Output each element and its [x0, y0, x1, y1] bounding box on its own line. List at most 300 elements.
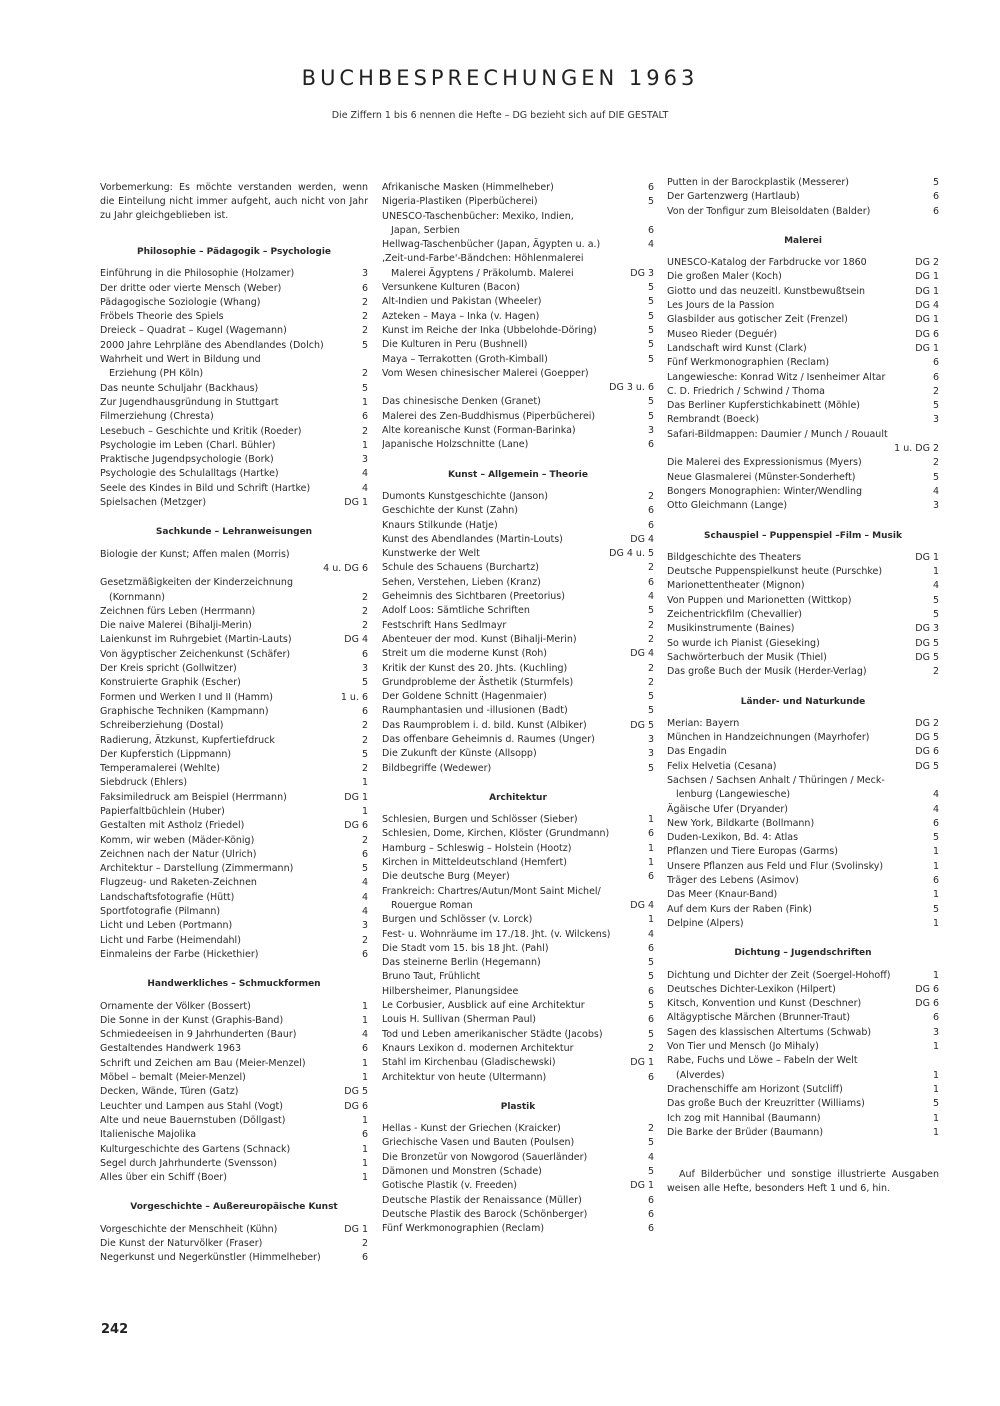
book-entry	[100, 1237, 368, 1251]
section-heading: Handwerkliches – Schmuckformen	[147, 979, 321, 990]
issue-ref: 6	[361, 848, 368, 860]
book-entry	[667, 1040, 939, 1054]
issue-ref: 1	[932, 566, 939, 578]
book-entry	[382, 410, 654, 424]
issue-ref: 2	[647, 562, 654, 574]
issue-ref: 5	[647, 691, 654, 703]
issue-ref: 6	[647, 1014, 654, 1026]
book-title: Deutsche Puppenspielkunst heute (Purschke)	[667, 566, 883, 578]
issue-ref: 4	[647, 1151, 654, 1163]
issue-ref: DG 1	[915, 551, 939, 563]
issue-ref: DG 4	[630, 648, 654, 660]
issue-ref: DG 1	[915, 285, 939, 297]
issue-ref: DG 4 u. 5	[609, 548, 654, 560]
book-title: Die Kunst der Naturvölker (Fraser)	[100, 1238, 263, 1249]
book-entry	[100, 591, 368, 605]
book-entry	[100, 1028, 368, 1042]
book-section	[382, 468, 654, 776]
book-title: Träger des Lebens (Asimov)	[667, 875, 799, 887]
issue-ref: 2	[647, 1042, 654, 1054]
book-title: Alles über ein Schiff (Boer)	[100, 1172, 227, 1184]
book-entry	[667, 256, 939, 270]
book-entry	[667, 845, 939, 859]
book-entry	[100, 776, 368, 790]
book-title: Landschaftsfotografie (Hütt)	[100, 891, 235, 903]
book-title: Geschichte der Kunst (Zahn)	[382, 505, 518, 517]
book-entry	[100, 605, 368, 619]
book-title: Azteken – Maya – Inka (v. Hagen)	[382, 310, 540, 322]
issue-ref: 2	[647, 490, 654, 502]
issue-ref: 3	[932, 414, 939, 426]
book-title: Sachwörterbuch der Musik (Thiel)	[667, 651, 827, 663]
issue-ref: DG 6	[344, 1100, 368, 1112]
book-entry	[667, 579, 939, 593]
book-title: Einmaleins der Farbe (Hickethier)	[100, 948, 259, 960]
issue-ref: DG 1	[915, 314, 939, 326]
issue-ref: 4	[647, 591, 654, 603]
book-entry	[382, 576, 654, 590]
book-title: Dämonen und Monstren (Schade)	[382, 1166, 542, 1177]
issue-ref: DG 3	[630, 267, 654, 279]
book-title: Negerkunst und Negerkünstler (Himmelheber)	[100, 1252, 321, 1264]
book-entry	[667, 399, 939, 413]
book-entry	[100, 862, 368, 876]
issue-ref: 6	[647, 828, 654, 840]
book-entry	[382, 662, 654, 676]
book-title: Hamburg – Schleswig – Holstein (Hootz)	[382, 842, 572, 854]
book-entry	[100, 339, 368, 353]
issue-ref: DG 1	[915, 271, 939, 283]
book-title: Gestalten mit Astholz (Friedel)	[100, 820, 245, 832]
issue-ref: 3	[647, 733, 654, 745]
book-title: Giotto und das neuzeitl. Kunstbewußtsein	[667, 285, 866, 297]
issue-ref: 5	[932, 832, 939, 844]
book-entry	[667, 874, 939, 888]
issue-ref: 5	[647, 396, 654, 408]
book-section	[667, 234, 939, 514]
issue-ref: 6	[932, 1012, 939, 1024]
book-title: Psychologie im Leben (Charl. Bühler)	[100, 439, 276, 451]
book-entry	[667, 176, 939, 190]
book-entry	[382, 1071, 654, 1085]
issue-ref: 5	[647, 339, 654, 351]
book-title: Papierfaltbüchlein (Huber)	[100, 805, 225, 817]
issue-ref: 1	[361, 1157, 368, 1169]
book-title: Streit um die moderne Kunst (Roh)	[382, 648, 547, 660]
book-title: Die deutsche Burg (Meyer)	[382, 871, 510, 883]
book-title: Biologie der Kunst; Affen malen (Morris)	[100, 548, 290, 560]
book-entry	[382, 324, 654, 338]
book-title: Abenteuer der mod. Kunst (Bihalji-Merin)	[382, 633, 577, 645]
issue-ref: 6	[361, 1129, 368, 1141]
book-entry	[382, 281, 654, 295]
book-title: Fünf Werkmonographien (Reclam)	[667, 357, 830, 369]
book-title: Altägyptische Märchen (Brunner-Traut)	[667, 1012, 851, 1024]
book-title: Der Kreis spricht (Gollwitzer)	[100, 663, 237, 675]
issue-ref: 5	[647, 324, 654, 336]
book-section	[100, 245, 368, 510]
book-entry	[667, 371, 939, 385]
book-title: Langewiesche: Konrad Witz / Isenheimer Altar	[667, 371, 886, 383]
section-heading: Malerei	[784, 235, 822, 246]
book-title: Die Malerei des Expressionismus (Myers)	[667, 457, 862, 469]
book-title: Decken, Wände, Türen (Gatz)	[100, 1086, 239, 1098]
book-title: Zur Jugendhausgründung in Stuttgart	[100, 396, 279, 408]
book-section	[100, 1200, 368, 1265]
issue-ref: 1	[361, 1072, 368, 1084]
book-entry	[382, 561, 654, 575]
issue-ref: 1	[361, 1172, 368, 1184]
book-entry	[382, 367, 654, 381]
book-title: Spielsachen (Metzger)	[100, 497, 207, 509]
issue-ref: 5	[647, 1166, 654, 1177]
book-entry	[667, 1011, 939, 1025]
book-entry	[382, 956, 654, 970]
book-entry	[100, 934, 368, 948]
issue-ref: 1 u. 6	[340, 691, 368, 703]
book-title: Vorgeschichte der Menschheit (Kühn)	[100, 1223, 278, 1235]
book-entry	[667, 356, 939, 370]
issue-ref: DG 2	[915, 257, 939, 269]
book-section	[667, 695, 939, 932]
issue-ref: 1	[647, 914, 654, 926]
book-title: Dumonts Kunstgeschichte (Janson)	[382, 490, 548, 502]
book-title: Das Raumproblem i. d. bild. Kunst (Albiker)	[382, 719, 587, 731]
book-title: Kunst des Abendlandes (Martin-Louts)	[382, 533, 563, 545]
issue-ref: 2	[361, 620, 368, 632]
book-entry	[100, 1251, 368, 1265]
book-title: Das steinerne Berlin (Hegemann)	[382, 957, 541, 969]
issue-ref: 1	[361, 1114, 368, 1126]
issue-ref: 2	[361, 1238, 368, 1249]
book-entry	[667, 442, 939, 456]
issue-ref: DG 6	[344, 820, 368, 832]
book-title: Landschaft wird Kunst (Clark)	[667, 342, 807, 354]
book-entry	[100, 948, 368, 962]
book-title: Bildbegriffe (Wedewer)	[382, 762, 492, 774]
book-entry	[100, 562, 368, 576]
book-title: Frankreich: Chartres/Autun/Mont Saint Michel/	[382, 885, 601, 897]
book-entry	[382, 353, 654, 367]
issue-ref: 6	[932, 191, 939, 203]
footnote: Auf Bilderbücher und sonstige illustrierte Ausgaben weisen alle Hefte, besonders Heft 1 und 6, hin.	[667, 1169, 939, 1195]
book-entry	[382, 813, 654, 827]
book-title: Siebdruck (Ehlers)	[100, 777, 188, 789]
book-entry	[667, 285, 939, 299]
issue-ref: 5	[361, 748, 368, 760]
book-title: Zeichentrickfilm (Chevallier)	[667, 609, 803, 621]
book-entry	[667, 1083, 939, 1097]
book-title: Italienische Majolika	[100, 1129, 197, 1141]
issue-ref: 3	[361, 920, 368, 932]
issue-ref: 2	[361, 934, 368, 946]
section-heading: Philosophie – Pädagogik – Psychologie	[136, 247, 332, 257]
book-title: Hellwag-Taschenbücher (Japan, Ägypten u. a.)	[382, 239, 601, 251]
book-entry	[667, 1097, 939, 1111]
book-title: Der Gartenzwerg (Hartlaub)	[667, 191, 800, 203]
book-entry	[100, 748, 368, 762]
book-title: UNESCO-Taschenbücher: Mexiko, Indien,	[382, 210, 574, 222]
book-title: Fünf Werkmonographien (Reclam)	[382, 1223, 545, 1235]
book-title: Die Stadt vom 15. bis 18 Jht. (Pahl)	[382, 942, 549, 954]
book-title: UNESCO-Katalog der Farbdrucke vor 1860	[667, 257, 867, 269]
issue-ref: 2	[932, 457, 939, 469]
book-entry	[100, 353, 368, 367]
book-title: Ich zog mit Hannibal (Baumann)	[667, 1112, 821, 1124]
book-entry	[382, 970, 654, 984]
book-title: Erziehung (PH Köln)	[100, 368, 204, 380]
issue-ref: 4	[647, 928, 654, 940]
issue-ref: 5	[647, 971, 654, 983]
issue-ref: 2	[361, 605, 368, 617]
book-title: Bruno Taut, Frühlicht	[382, 971, 481, 983]
book-entry	[100, 439, 368, 453]
issue-ref: 6	[647, 505, 654, 517]
issue-ref: 4	[647, 239, 654, 251]
book-entry	[667, 313, 939, 327]
issue-ref: 5	[647, 957, 654, 969]
book-title: Versunkene Kulturen (Bacon)	[382, 282, 520, 294]
book-entry	[382, 547, 654, 561]
book-title: Schlesien, Dome, Kirchen, Klöster (Grundmann)	[382, 828, 610, 840]
book-entry	[382, 1208, 654, 1222]
issue-ref: 6	[647, 942, 654, 954]
book-entry	[100, 453, 368, 467]
book-entry	[382, 267, 654, 281]
book-entry	[100, 1157, 368, 1171]
book-title: Das chinesische Denken (Granet)	[382, 396, 541, 408]
issue-ref: 1	[361, 439, 368, 451]
issue-ref: 1	[932, 860, 939, 872]
book-title: Licht und Farbe (Heimendahl)	[100, 934, 241, 946]
book-entry	[100, 267, 368, 281]
book-title: Seele des Kindes in Bild und Schrift (Hartke)	[100, 482, 311, 494]
book-title: Alte koreanische Kunst (Forman-Barinka)	[382, 425, 576, 437]
issue-ref: 5	[647, 310, 654, 322]
book-entry	[667, 888, 939, 902]
issue-ref: 4	[361, 891, 368, 903]
book-entry	[382, 928, 654, 942]
book-title: Von der Tonfigur zum Bleisoldaten (Balder)	[667, 205, 871, 217]
book-entry	[667, 745, 939, 759]
book-title: Von Puppen und Marionetten (Wittkop)	[667, 594, 852, 606]
book-entry	[382, 942, 654, 956]
book-entry	[667, 594, 939, 608]
book-entry	[382, 181, 654, 195]
book-title: Architektur – Darstellung (Zimmermann)	[100, 863, 294, 875]
issue-ref: 6	[647, 1208, 654, 1220]
issue-ref	[648, 885, 654, 899]
book-entry	[100, 648, 368, 662]
book-title: Ornamente der Völker (Bossert)	[100, 1000, 251, 1012]
column-2	[382, 181, 654, 1251]
issue-ref: 3	[647, 425, 654, 437]
book-title: Das Meer (Knaur-Band)	[667, 889, 778, 901]
book-title: Duden-Lexikon, Bd. 4: Atlas	[667, 832, 799, 844]
section-heading: Vorgeschichte – Außereuropäische Kunst	[130, 1202, 338, 1213]
issue-ref: 2	[932, 385, 939, 397]
book-entry	[100, 805, 368, 819]
book-title: Tod und Leben amerikanischer Städte (Jacobs)	[382, 1028, 603, 1040]
book-entry	[667, 917, 939, 931]
book-title: Filmerziehung (Chresta)	[100, 411, 214, 423]
book-title: Die großen Maler (Koch)	[667, 271, 782, 283]
issue-ref: DG 4	[915, 300, 939, 312]
book-entry	[100, 834, 368, 848]
book-entry	[667, 1069, 939, 1083]
issue-ref: 2	[361, 591, 368, 603]
book-entry	[382, 999, 654, 1013]
issue-ref: 2	[361, 296, 368, 308]
book-title: Delpine (Alpers)	[667, 917, 744, 929]
section-heading: Länder- und Naturkunde	[740, 696, 866, 707]
issue-ref: 5	[361, 339, 368, 351]
issue-ref: 1	[361, 1057, 368, 1069]
book-title: Kitsch, Konvention und Kunst (Deschner)	[667, 998, 862, 1010]
book-section	[100, 525, 368, 962]
book-title: Von Tier und Mensch (Jo Mihaly)	[667, 1041, 819, 1053]
book-entry	[667, 1126, 939, 1140]
book-title: Die Sonne in der Kunst (Graphis-Band)	[100, 1014, 284, 1026]
issue-ref: DG 3	[915, 623, 939, 635]
issue-ref: 1	[361, 805, 368, 817]
book-entry	[382, 504, 654, 518]
book-title: Gesetzmäßigkeiten der Kinderzeichnung	[100, 577, 293, 589]
book-entry	[100, 905, 368, 919]
book-entry	[100, 1171, 368, 1185]
book-entry	[382, 747, 654, 761]
book-title: Drachenschiffe am Horizont (Sutcliff)	[667, 1083, 843, 1095]
issue-ref: 6	[647, 871, 654, 883]
book-entry	[667, 637, 939, 651]
book-title: lenburg (Langewiesche)	[667, 789, 791, 801]
book-title: Deutsches Dichter-Lexikon (Hilpert)	[667, 983, 836, 995]
book-title: Flugzeug- und Raketen-Zeichnen	[100, 877, 257, 889]
book-title: Louis H. Sullivan (Sherman Paul)	[382, 1014, 536, 1026]
book-entry	[100, 819, 368, 833]
book-entry	[100, 619, 368, 633]
book-entry	[382, 633, 654, 647]
book-title: Die Barke der Brüder (Baumann)	[667, 1126, 824, 1138]
issue-ref: 5	[932, 594, 939, 606]
book-entry	[100, 1223, 368, 1237]
issue-ref: 1	[932, 1112, 939, 1124]
book-entry	[382, 252, 654, 266]
book-entry	[667, 997, 939, 1011]
issue-ref	[362, 548, 368, 562]
issue-ref: DG 5	[344, 1086, 368, 1098]
issue-ref: 6	[647, 576, 654, 588]
issue-ref: 6	[647, 985, 654, 997]
book-entry	[100, 1042, 368, 1056]
book-entry	[667, 413, 939, 427]
book-title: Kunstwerke der Welt	[382, 548, 480, 560]
book-entry	[382, 1151, 654, 1165]
book-title: Nigeria-Plastiken (Piperbücherei)	[382, 196, 538, 208]
issue-ref: 5	[361, 382, 368, 394]
book-title: Kunst im Reiche der Inka (Ubbelohde-Döring)	[382, 324, 597, 336]
book-title: Das große Buch der Musik (Herder-Verlag)	[667, 666, 867, 678]
book-entry	[100, 662, 368, 676]
book-entry	[382, 733, 654, 747]
book-entry	[667, 1026, 939, 1040]
book-entry	[100, 467, 368, 481]
book-entry	[100, 848, 368, 862]
issue-ref	[648, 210, 654, 224]
book-title: Gotische Plastik (v. Freeden)	[382, 1180, 518, 1192]
issue-ref: 4	[361, 482, 368, 494]
book-title: (Alverdes)	[667, 1069, 725, 1081]
book-title: ‚Zeit-und-Farbe'-Bändchen: Höhlenmalerei	[382, 253, 584, 265]
book-entry	[667, 860, 939, 874]
book-entry	[667, 969, 939, 983]
book-entry	[667, 428, 939, 442]
book-title: Sachsen / Sachsen Anhalt / Thüringen / Meck-	[667, 774, 885, 786]
book-title: Schule des Schauens (Burchartz)	[382, 562, 539, 574]
issue-ref: 4	[361, 906, 368, 918]
book-entry	[667, 760, 939, 774]
book-title: Japanische Holzschnitte (Lane)	[382, 439, 529, 451]
book-title: Das große Buch der Kreuzritter (Williams)	[667, 1098, 865, 1110]
book-title: Radierung, Ätzkunst, Kupfertiefdruck	[100, 734, 275, 746]
book-title: Adolf Loos: Sämtliche Schriften	[382, 605, 530, 617]
book-entry	[667, 788, 939, 802]
book-title: Japan, Serbien	[382, 224, 460, 236]
issue-ref: DG 1	[344, 1223, 368, 1235]
book-entry	[100, 382, 368, 396]
book-entry	[667, 342, 939, 356]
issue-ref: 3	[932, 1026, 939, 1038]
book-title: Stahl im Kirchenbau (Gladischewski)	[382, 1057, 556, 1069]
book-section	[667, 176, 939, 219]
book-entry	[382, 295, 654, 309]
book-title: Leuchter und Lampen aus Stahl (Vogt)	[100, 1100, 283, 1112]
issue-ref: 2	[361, 720, 368, 732]
issue-ref: 1 u. DG 2	[894, 443, 939, 455]
book-title: Formen und Werken I und II (Hamm)	[100, 691, 273, 703]
book-entry	[100, 1071, 368, 1085]
book-entry	[100, 548, 368, 562]
book-entry	[382, 438, 654, 452]
book-entry	[667, 774, 939, 788]
book-title: Wahrheit und Wert in Bildung und	[100, 354, 261, 366]
book-entry	[382, 842, 654, 856]
issue-ref: 4 u. DG 6	[323, 562, 368, 574]
book-title: Auf dem Kurs der Raben (Fink)	[667, 903, 812, 915]
issue-ref: 5	[932, 177, 939, 188]
book-entry	[100, 1100, 368, 1114]
issue-ref: 5	[647, 1000, 654, 1012]
issue-ref: 1	[361, 1143, 368, 1155]
book-entry	[667, 717, 939, 731]
issue-ref: 6	[647, 439, 654, 451]
book-title: Malerei des Zen-Buddhismus (Piperbücherei)	[382, 410, 596, 422]
intro-note: Vorbemerkung: Es möchte verstanden werden, wenn die Einteilung nicht immer aufgeht, auch nicht von Jahr zu Jahr gleichgeblieben ist.	[100, 182, 368, 221]
issue-ref: DG 5	[915, 760, 939, 772]
issue-ref: DG 1	[344, 791, 368, 803]
book-title: Die Zukunft der Künste (Allsopp)	[382, 748, 537, 760]
book-title: Zeichnen fürs Leben (Herrmann)	[100, 605, 256, 617]
book-title: Les Jours de la Passion	[667, 300, 775, 312]
book-title: Sehen, Verstehen, Lieben (Kranz)	[382, 576, 541, 588]
issue-ref: 1	[932, 846, 939, 858]
issue-ref: 5	[647, 1137, 654, 1149]
section-heading: Architektur	[489, 792, 547, 803]
book-entry	[100, 367, 368, 381]
issue-ref: 5	[647, 296, 654, 308]
issue-ref: 5	[647, 605, 654, 617]
book-entry	[382, 310, 654, 324]
